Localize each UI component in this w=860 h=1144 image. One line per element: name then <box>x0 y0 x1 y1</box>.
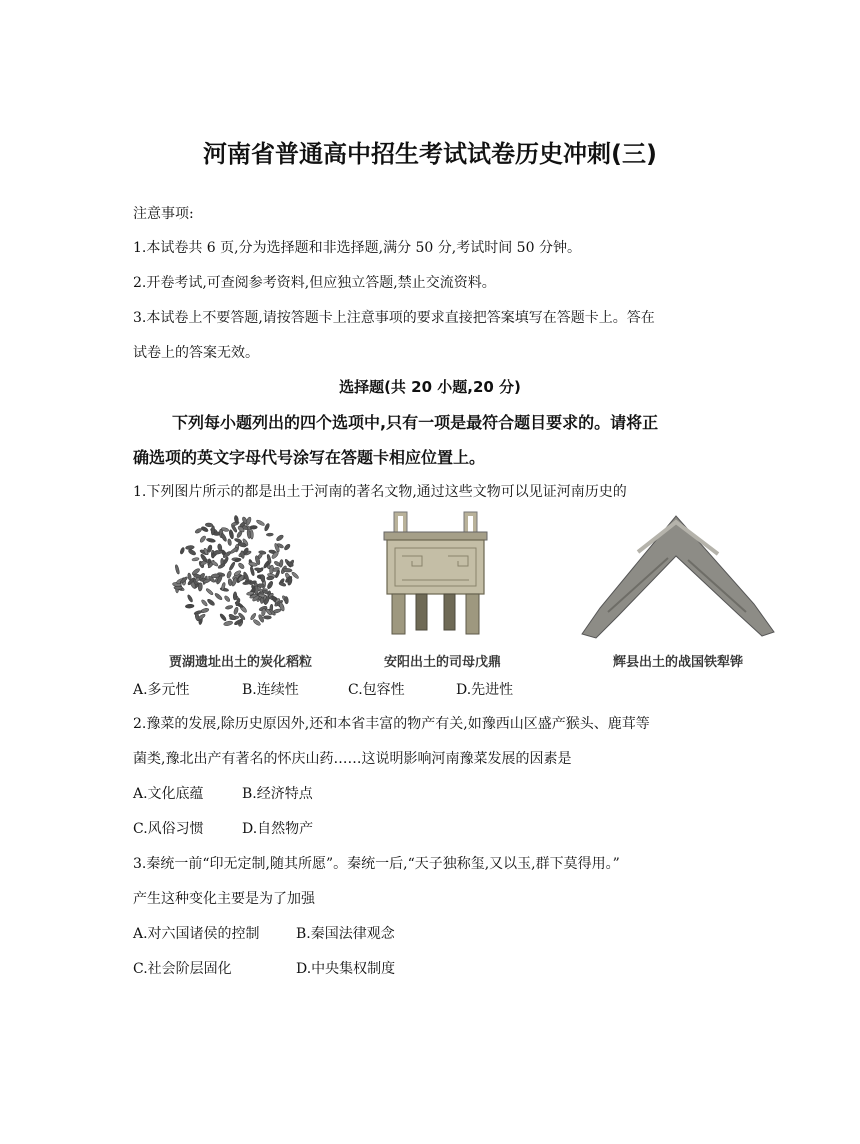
image-caption: 安阳出土的司母戊鼎 <box>384 655 502 670</box>
notice-item: 3.本试卷上不要答题,请按答题卡上注意事项的要求直接把答案填写在答题卡上。答在 <box>133 310 655 326</box>
image-caption: 辉县出土的战国铁犁铧 <box>613 655 744 670</box>
option-b: B.秦国法律观念 <box>296 926 395 942</box>
rice-grains-image <box>165 512 305 637</box>
notice-heading: 注意事项: <box>133 206 194 222</box>
option-d: D.自然物产 <box>242 821 314 837</box>
question-3-stem: 3.秦统一前“印无定制,随其所愿”。秦统一后,“天子独称玺,又以玉,群下莫得用。” <box>133 856 620 872</box>
iron-plough-share-image <box>578 512 778 640</box>
question-3-stem: 产生这种变化主要是为了加强 <box>133 891 315 907</box>
section-instruction: 确选项的英文字母代号涂写在答题卡相应位置上。 <box>133 448 486 467</box>
image-caption: 贾湖遗址出土的炭化稻粒 <box>169 655 313 670</box>
option-c: C.风俗习惯 <box>133 821 204 837</box>
question-1-stem: 1.下列图片所示的都是出土于河南的著名文物,通过这些文物可以见证河南历史的 <box>133 484 627 500</box>
notice-item: 1.本试卷共 6 页,分为选择题和非选择题,满分 50 分,考试时间 50 分钟。 <box>133 240 581 256</box>
question-2-stem: 菌类,豫北出产有著名的怀庆山药……这说明影响河南豫菜发展的因素是 <box>133 751 572 767</box>
exam-title: 河南省普通高中招生考试试卷历史冲刺(三) <box>203 140 657 168</box>
notice-item: 2.开卷考试,可查阅参考资料,但应独立答题,禁止交流资料。 <box>133 275 496 291</box>
section-instruction: 下列每小题列出的四个选项中,只有一项是最符合题目要求的。请将正 <box>172 413 659 432</box>
section-title: 选择题(共 20 小题,20 分) <box>339 378 521 396</box>
simuwu-ding-image <box>378 510 493 640</box>
option-b: B.经济特点 <box>242 786 313 802</box>
option-a: A.文化底蕴 <box>133 786 204 802</box>
question-2-stem: 2.豫菜的发展,除历史原因外,还和本省丰富的物产有关,如豫西山区盛产猴头、鹿茸等 <box>133 716 650 732</box>
option-b: B.连续性 <box>242 682 299 698</box>
option-a: A.对六国诸侯的控制 <box>133 926 260 942</box>
option-a: A.多元性 <box>133 682 190 698</box>
option-d: D.先进性 <box>456 682 514 698</box>
option-d: D.中央集权制度 <box>296 961 396 977</box>
notice-item: 试卷上的答案无效。 <box>133 345 259 361</box>
option-c: C.社会阶层固化 <box>133 961 232 977</box>
option-c: C.包容性 <box>348 682 405 698</box>
